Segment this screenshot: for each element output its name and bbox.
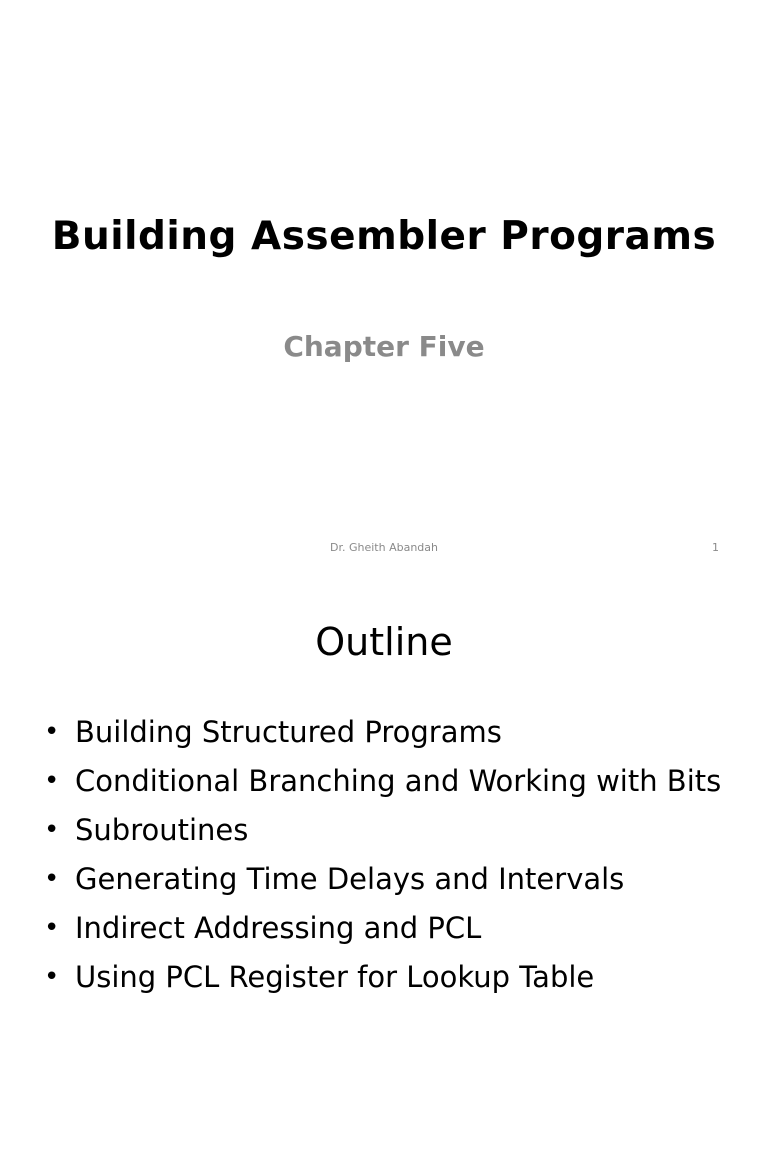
bullet-icon: • <box>44 864 60 894</box>
slide-title: Building Assembler Programs <box>51 214 717 259</box>
list-item <box>44 761 724 801</box>
list-item <box>44 908 724 948</box>
list-item-text: Using PCL Register for Lookup Table <box>75 960 595 994</box>
bullet-icon: • <box>44 913 60 943</box>
list-item <box>44 859 724 899</box>
list-item <box>44 957 724 997</box>
list-item-text: Generating Time Delays and Intervals <box>75 862 625 896</box>
slide-subtitle: Chapter Five <box>283 330 485 363</box>
list-item <box>44 712 724 752</box>
outline-title: Outline <box>315 620 453 664</box>
list-item-text: Building Structured Programs <box>75 715 502 749</box>
slide-footer: Dr. Gheith Abandah <box>330 541 438 554</box>
list-item-text: Indirect Addressing and PCL <box>75 911 482 945</box>
outline-slide <box>0 576 768 1152</box>
list-item-text: Conditional Branching and Working with Bits <box>75 764 722 798</box>
list-item-text: Subroutines <box>75 813 249 847</box>
outline-list <box>44 712 724 1006</box>
bullet-icon: • <box>44 815 60 845</box>
bullet-icon: • <box>44 717 60 747</box>
slide-page-number: 1 <box>712 541 719 554</box>
bullet-icon: • <box>44 962 60 992</box>
list-item <box>44 810 724 850</box>
bullet-icon: • <box>44 766 60 796</box>
